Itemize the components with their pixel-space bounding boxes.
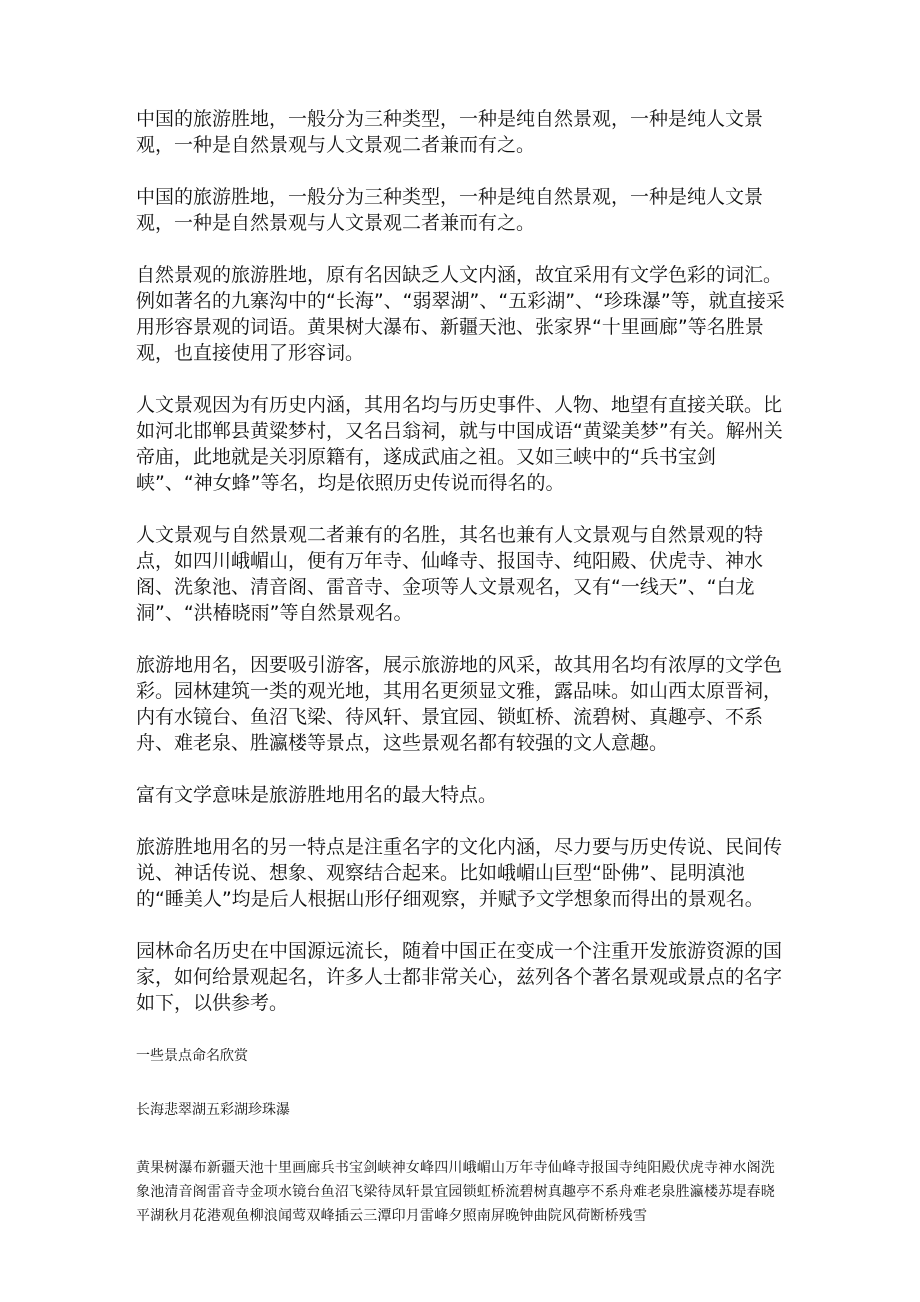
document-page: [136, 106, 786, 1228]
main-feature-paragraph: 富有文学意味是旅游胜地用名的最大特点。: [136, 784, 498, 806]
intro-paragraph-2: 中国的旅游胜地，一般分为三种类型，一种是纯自然景观，一种是纯人文景观，一种是自然景观与人文景观二者兼而有之。: [136, 186, 764, 234]
cultural-meaning-paragraph: 旅游胜地用名的另一特点是注重名字的文化内涵，尽力要与历史传说、民间传说、神话传说、想象、观察结合起来。比如峨嵋山巨型“卧佛”、昆明滇池的“睡美人”均是后人根据山形仔细观察，并赋予文学想象而得出的景观名。: [136, 836, 783, 910]
subheading: 长海悲翠湖五彩湖珍珠瀑: [136, 1102, 290, 1118]
cultural-landscape-paragraph: 人文景观因为有历史内涵，其用名均与历史事件、人物、地望有直接关联。比如河北邯郸县黄粱梦村，又名吕翁祠，就与中国成语“黄粱美梦”有关。解州关帝庙，此地就是关羽原籍有，遂成武庙之祖。又如三峡中的“兵书宝剑峡”、“神女蜂”等名，均是依照历史传说而得名的。: [136, 394, 783, 494]
natural-landscape-paragraph: 自然景观的旅游胜地，原有名因缺乏人文内涵，故宜采用有文学色彩的词汇。例如著名的九寨沟中的“长海”、“弱翠湖”、“五彩湖”、“珍珠瀑”等，就直接采用形容景观的词语。黄果树大瀑布、新疆天池、张家界“十里画廊”等名胜景观，也直接使用了形容词。: [136, 264, 785, 364]
section-heading: 一些景点命名欣赏: [136, 1048, 248, 1064]
scenic-name-list: 黄果树瀑布新疆天池十里画廊兵书宝剑峡神女峰四川峨嵋山万年寺仙峰寺报国寺纯阳殿伏虎寺神水阁洗象池清音阁雷音寺金项水镜台鱼沼飞梁待凤轩景宜园锁虹桥流碧树真趣亭不系舟难老泉胜瀛楼苏堤春晓平湖秋月花港观鱼柳浪闻莺双峰插云三潭印月雷峰夕照南屏晚钟曲院风荷断桥残雪: [136, 1160, 775, 1224]
intro-paragraph-1: 中国的旅游胜地，一般分为三种类型，一种是纯自然景观，一种是纯人文景观，一种是自然景观与人文景观二者兼而有之。: [136, 108, 764, 156]
mixed-landscape-paragraph: 人文景观与自然景观二者兼有的名胜，其名也兼有人文景观与自然景观的特点，如四川峨嵋山，便有万年寺、仙峰寺、报国寺、纯阳殿、伏虎寺、神水阁、洗象池、清音阁、雷音寺、金项等人文景观名，又有“一线天”、“白龙洞”、“洪椿晓雨”等自然景观名。: [136, 524, 764, 624]
naming-style-paragraph: 旅游地用名，因要吸引游客，展示旅游地的风采，故其用名均有浓厚的文学色彩。园林建筑一类的观光地，其用名更须显文雅，露品味。如山西太原晋祠，内有水镜台、鱼沼飞梁、待风轩、景宜园、锁虹桥、流碧树、真趣亭、不系舟、难老泉、胜瀛楼等景点，这些景观名都有较强的文人意趣。: [136, 654, 783, 754]
conclusion-paragraph: 园林命名历史在中国源远流长，随着中国正在变成一个注重开发旅游资源的国家，如何给景观起名，许多人士都非常关心，兹列各个著名景观或景点的名字如下，以供参考。: [136, 940, 783, 1014]
